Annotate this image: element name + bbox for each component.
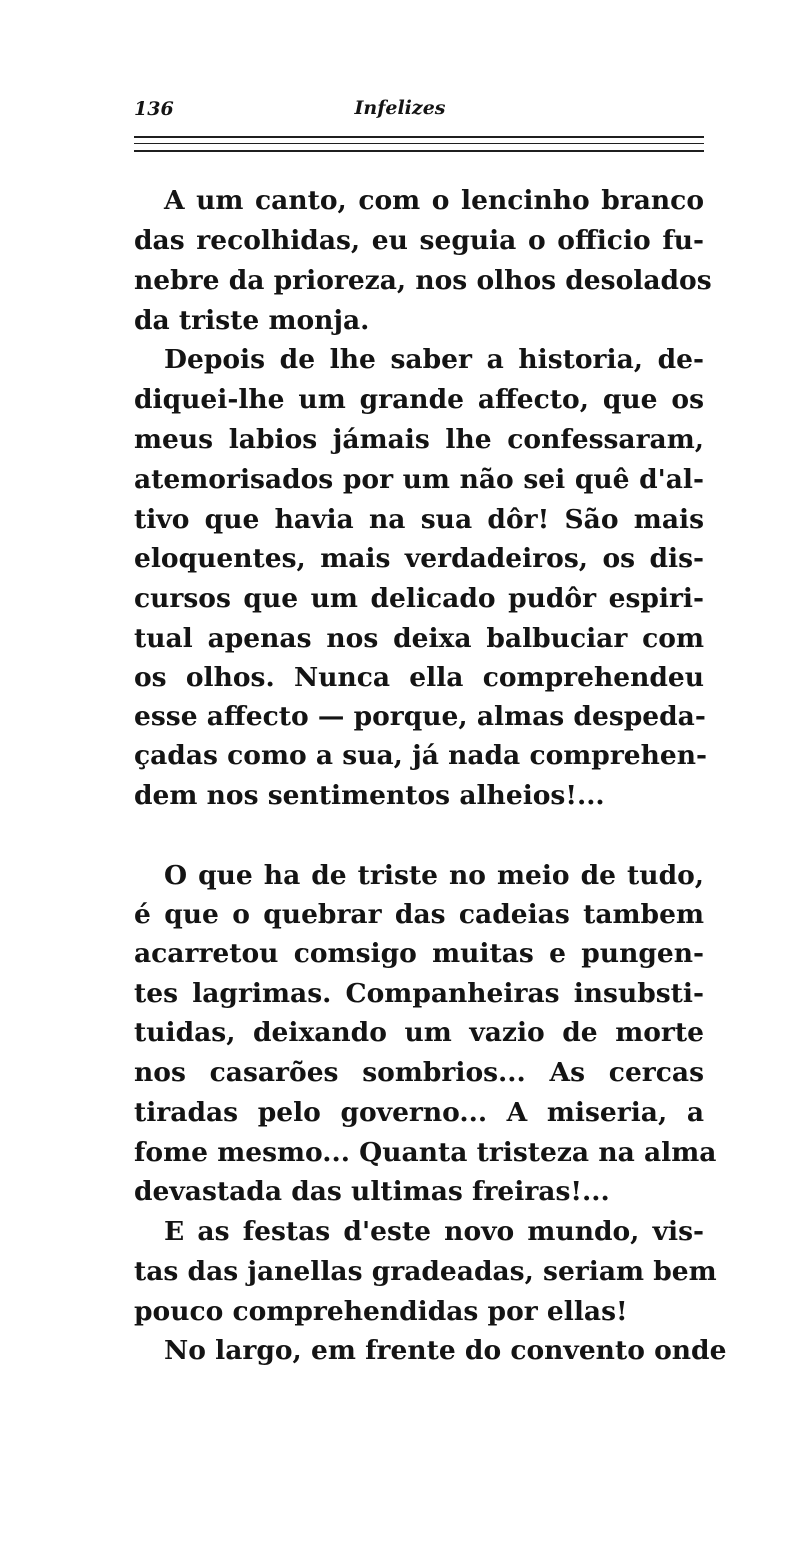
text-line: os olhos. Nunca ella comprehendeu xyxy=(134,662,704,693)
text-line: é que o quebrar das cadeias tambem xyxy=(134,899,704,930)
page-number: 136 xyxy=(134,98,174,120)
text-line: eloquentes, mais verdadeiros, os dis- xyxy=(134,543,704,574)
text-line: diquei-lhe um grande affecto, que os xyxy=(134,384,704,415)
header-rule xyxy=(134,143,704,144)
text-line: tual apenas nos deixa balbuciar com xyxy=(134,623,704,654)
text-line: fome mesmo... Quanta tristeza na alma xyxy=(134,1137,717,1168)
text-line: A um canto, com o lencinho branco xyxy=(164,185,704,216)
header-rule xyxy=(134,136,704,138)
text-line: nebre da prioreza, nos olhos desolados xyxy=(134,265,712,296)
text-line: devastada das ultimas freiras!... xyxy=(134,1176,610,1207)
header-rule xyxy=(134,150,704,152)
text-line: tes lagrimas. Companheiras insubsti- xyxy=(134,978,704,1009)
text-line: das recolhidas, eu seguia o officio fu- xyxy=(134,225,704,256)
text-line: dem nos sentimentos alheios!... xyxy=(134,780,605,811)
text-line: tivo que havia na sua dôr! São mais xyxy=(134,504,704,535)
text-line: Depois de lhe saber a historia, de- xyxy=(164,344,704,375)
text-line: tas das janellas gradeadas, seriam bem xyxy=(134,1256,717,1287)
text-line: cursos que um delicado pudôr espiri- xyxy=(134,583,704,614)
text-line: nos casarões sombrios... As cercas xyxy=(134,1057,704,1088)
text-line: esse affecto — porque, almas despeda- xyxy=(134,701,706,732)
text-line: O que ha de triste no meio de tudo, xyxy=(164,860,704,891)
text-line: No largo, em frente do convento onde xyxy=(164,1335,727,1366)
text-line: pouco comprehendidas por ellas! xyxy=(134,1296,628,1327)
text-line: da triste monja. xyxy=(134,305,370,336)
text-line: atemorisados por um não sei quê d'al- xyxy=(134,464,704,495)
text-line: E as festas d'este novo mundo, vis- xyxy=(164,1216,704,1247)
text-line: tuidas, deixando um vazio de morte xyxy=(134,1017,704,1048)
text-line: acarretou comsigo muitas e pungen- xyxy=(134,938,704,969)
text-line: tiradas pelo governo... A miseria, a xyxy=(134,1097,704,1128)
text-line: çadas como a sua, já nada comprehen- xyxy=(134,740,708,771)
text-line: meus labios jámais lhe confessaram, xyxy=(134,424,704,455)
running-title: Infelizes xyxy=(354,97,446,119)
